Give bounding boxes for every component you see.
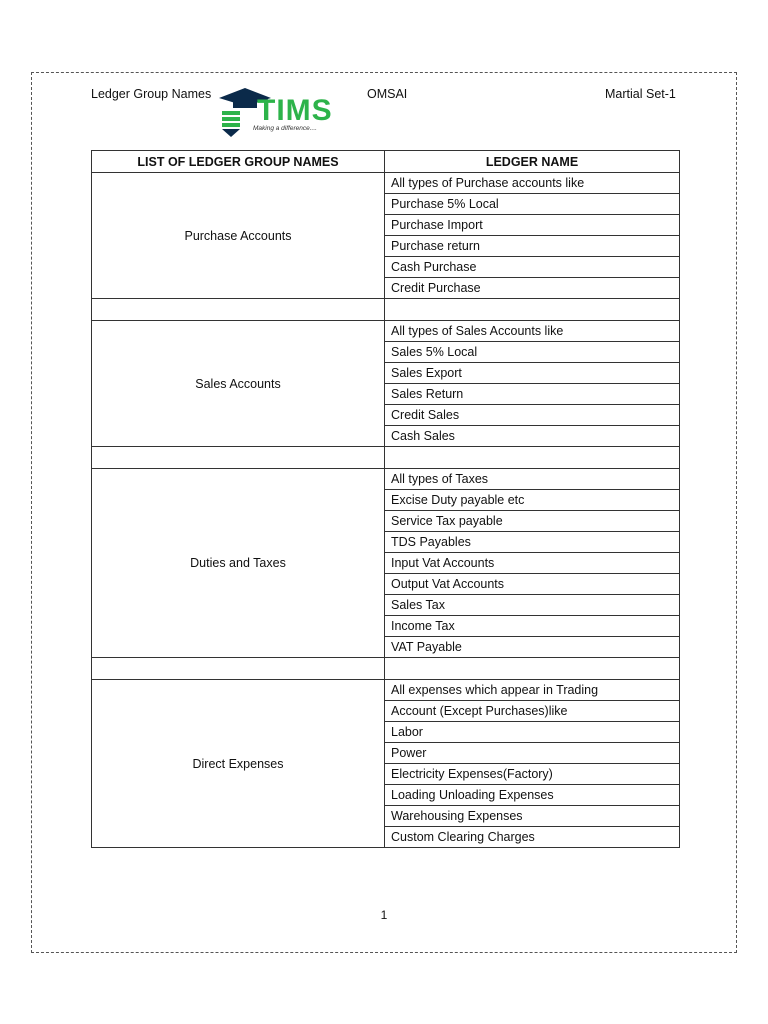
ledger-name: Credit Purchase xyxy=(385,278,680,299)
ledger-name: Purchase Import xyxy=(385,215,680,236)
table-row xyxy=(92,680,680,701)
ledger-name: All types of Taxes xyxy=(385,469,680,490)
empty-cell xyxy=(385,447,680,469)
table-row xyxy=(92,173,680,194)
ledger-table-body xyxy=(92,173,680,848)
spacer-row xyxy=(92,658,680,680)
logo-text: TIMS xyxy=(257,94,333,127)
ledger-name: Credit Sales xyxy=(385,405,680,426)
ledger-name: TDS Payables xyxy=(385,532,680,553)
header-company: OMSAI xyxy=(367,87,408,101)
ledger-name: Cash Sales xyxy=(385,426,680,447)
ledger-name: Labor xyxy=(385,722,680,743)
ledger-name: Electricity Expenses(Factory) xyxy=(385,764,680,785)
ledger-group-name: Duties and Taxes xyxy=(92,469,385,658)
ledger-name: All expenses which appear in Trading xyxy=(385,680,680,701)
column-header-group: LIST OF LEDGER GROUP NAMES xyxy=(92,151,385,173)
ledger-name: Warehousing Expenses xyxy=(385,806,680,827)
table-header-row xyxy=(92,151,680,173)
ledger-name: Input Vat Accounts xyxy=(385,553,680,574)
spacer-row xyxy=(92,447,680,469)
ledger-name: Sales Tax xyxy=(385,595,680,616)
ledger-name: Sales Export xyxy=(385,363,680,384)
tims-logo xyxy=(215,84,345,140)
ledger-name: Custom Clearing Charges xyxy=(385,827,680,848)
empty-cell xyxy=(92,447,385,469)
ledger-name: VAT Payable xyxy=(385,637,680,658)
ledger-name: All types of Sales Accounts like xyxy=(385,321,680,342)
ledger-name: Purchase return xyxy=(385,236,680,257)
spacer-row xyxy=(92,299,680,321)
ledger-name: Power xyxy=(385,743,680,764)
table-row xyxy=(92,321,680,342)
empty-cell xyxy=(92,658,385,680)
ledger-name: Output Vat Accounts xyxy=(385,574,680,595)
empty-cell xyxy=(92,299,385,321)
header-title: Ledger Group Names xyxy=(91,87,212,101)
page-number: 1 xyxy=(380,908,388,922)
ledger-name: Sales Return xyxy=(385,384,680,405)
ledger-name: Income Tax xyxy=(385,616,680,637)
ledger-table xyxy=(91,150,680,848)
header-set: Martial Set-1 xyxy=(605,87,676,101)
ledger-name: Loading Unloading Expenses xyxy=(385,785,680,806)
ledger-name: Cash Purchase xyxy=(385,257,680,278)
ledger-name: Excise Duty payable etc xyxy=(385,490,680,511)
ledger-group-name: Direct Expenses xyxy=(92,680,385,848)
ledger-name: All types of Purchase accounts like xyxy=(385,173,680,194)
empty-cell xyxy=(385,299,680,321)
ledger-name: Service Tax payable xyxy=(385,511,680,532)
column-header-ledger: LEDGER NAME xyxy=(385,151,680,173)
ledger-group-name: Sales Accounts xyxy=(92,321,385,447)
empty-cell xyxy=(385,658,680,680)
ledger-name: Account (Except Purchases)like xyxy=(385,701,680,722)
logo-tagline: Making a difference.... xyxy=(253,125,317,132)
ledger-group-name: Purchase Accounts xyxy=(92,173,385,299)
ledger-name: Sales 5% Local xyxy=(385,342,680,363)
table-row xyxy=(92,469,680,490)
ledger-name: Purchase 5% Local xyxy=(385,194,680,215)
